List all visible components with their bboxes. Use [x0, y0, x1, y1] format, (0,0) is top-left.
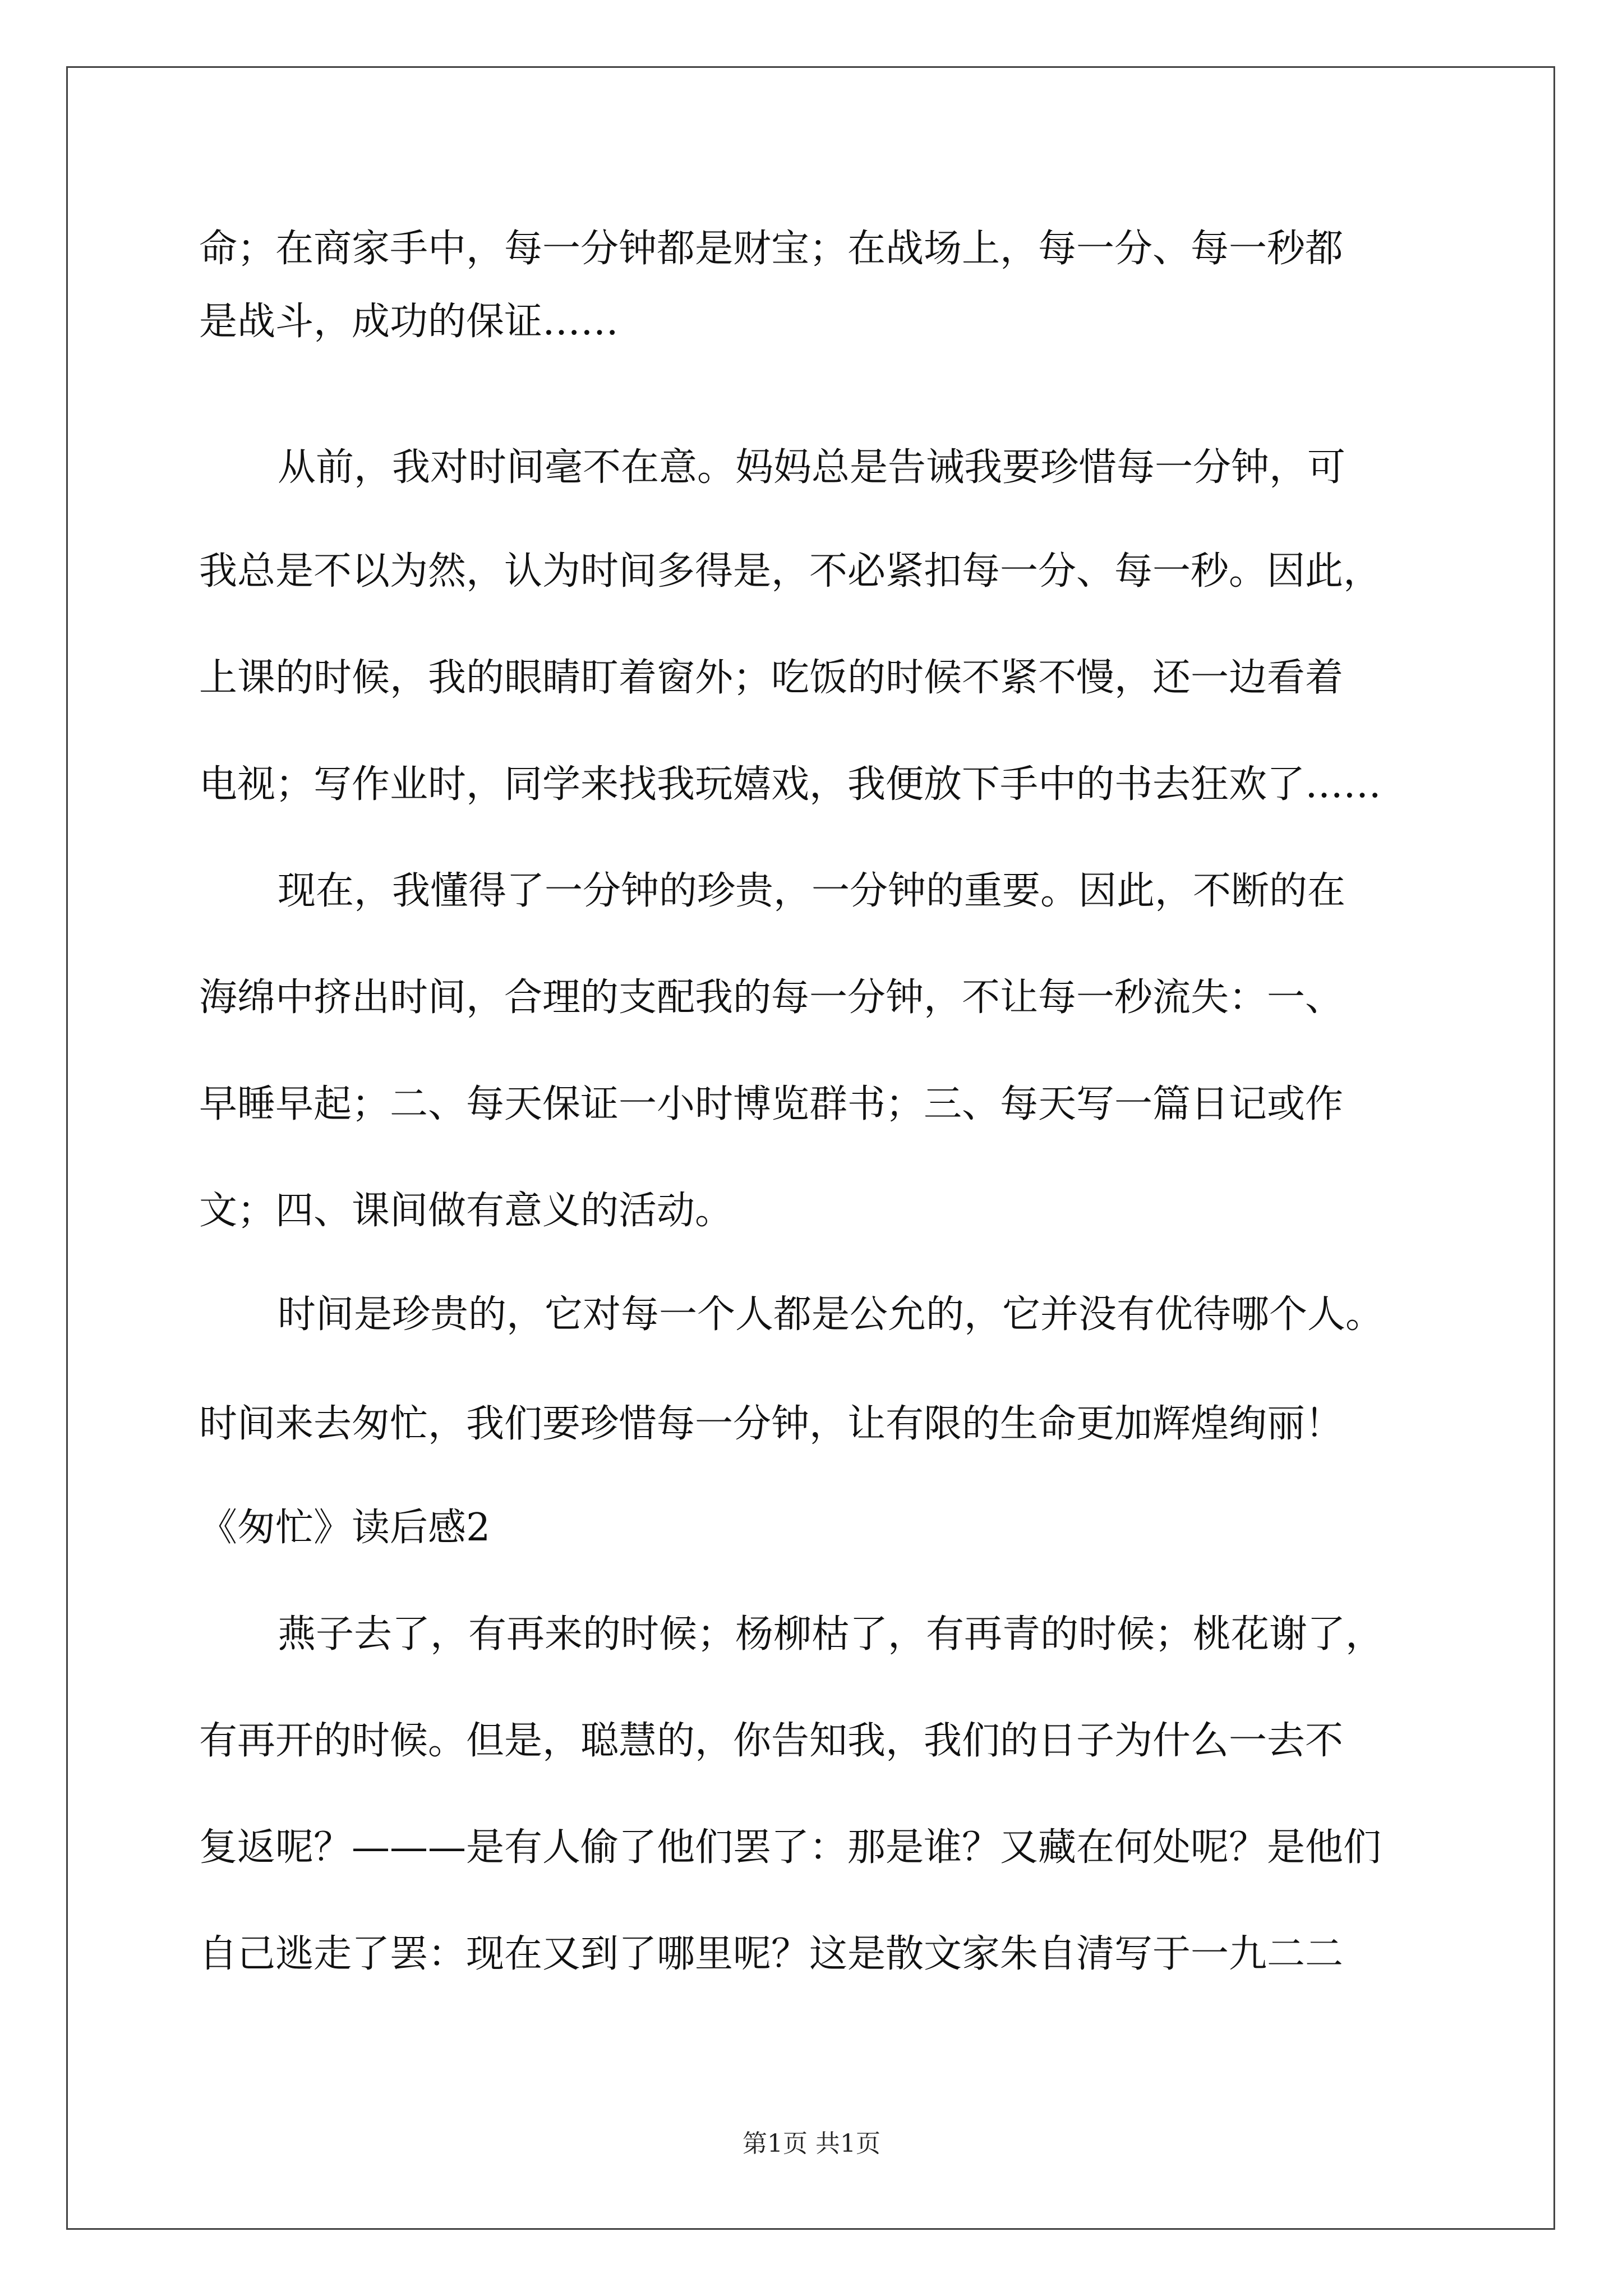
page-footer: 第1页 共1页 [743, 2129, 880, 2158]
text-line: 命；在商家手中，每一分钟都是财宝；在战场上，每一分、每一秒都 [199, 227, 1344, 271]
text-line: 我总是不以为然，认为时间多得是，不必紧扣每一分、每一秒。因此， [199, 549, 1382, 593]
section-heading: 《匆忙》读后感2 [199, 1506, 491, 1550]
text-line: 时间来去匆忙，我们要珍惜每一分钟，让有限的生命更加辉煌绚丽！ [199, 1402, 1344, 1446]
text-line: 燕子去了，有再来的时候；杨柳枯了，有再青的时候；桃花谢了， [278, 1612, 1384, 1657]
text-line: 有再开的时候。但是，聪慧的，你告知我，我们的日子为什么一去不 [199, 1719, 1344, 1763]
text-line: 早睡早起；二、每天保证一小时博览群书；三、每天写一篇日记或作 [199, 1082, 1344, 1126]
text-line: 时间是珍贵的，它对每一个人都是公允的，它并没有优待哪个人。 [278, 1292, 1384, 1337]
text-line: 是战斗，成功的保证…… [199, 300, 619, 344]
text-line: 文；四、课间做有意义的活动。 [199, 1189, 734, 1233]
text-line: 上课的时候，我的眼睛盯着窗外；吃饭的时候不紧不慢，还一边看着 [199, 656, 1344, 700]
text-line: 现在，我懂得了一分钟的珍贵，一分钟的重要。因此，不断的在 [278, 869, 1346, 913]
text-line: 自己逃走了罢：现在又到了哪里呢？这是散文家朱自清写于一九二二 [199, 1932, 1344, 1976]
page-border [66, 66, 1555, 2230]
text-line: 复返呢？———是有人偷了他们罢了：那是谁？又藏在何处呢？是他们 [199, 1825, 1382, 1870]
text-line: 从前，我对时间毫不在意。妈妈总是告诫我要珍惜每一分钟，可 [278, 445, 1346, 490]
text-line: 电视；写作业时，同学来找我玩嬉戏，我便放下手中的书去狂欢了…… [199, 762, 1382, 807]
text-line: 海绵中挤出时间，合理的支配我的每一分钟，不让每一秒流失：一、 [199, 976, 1344, 1020]
